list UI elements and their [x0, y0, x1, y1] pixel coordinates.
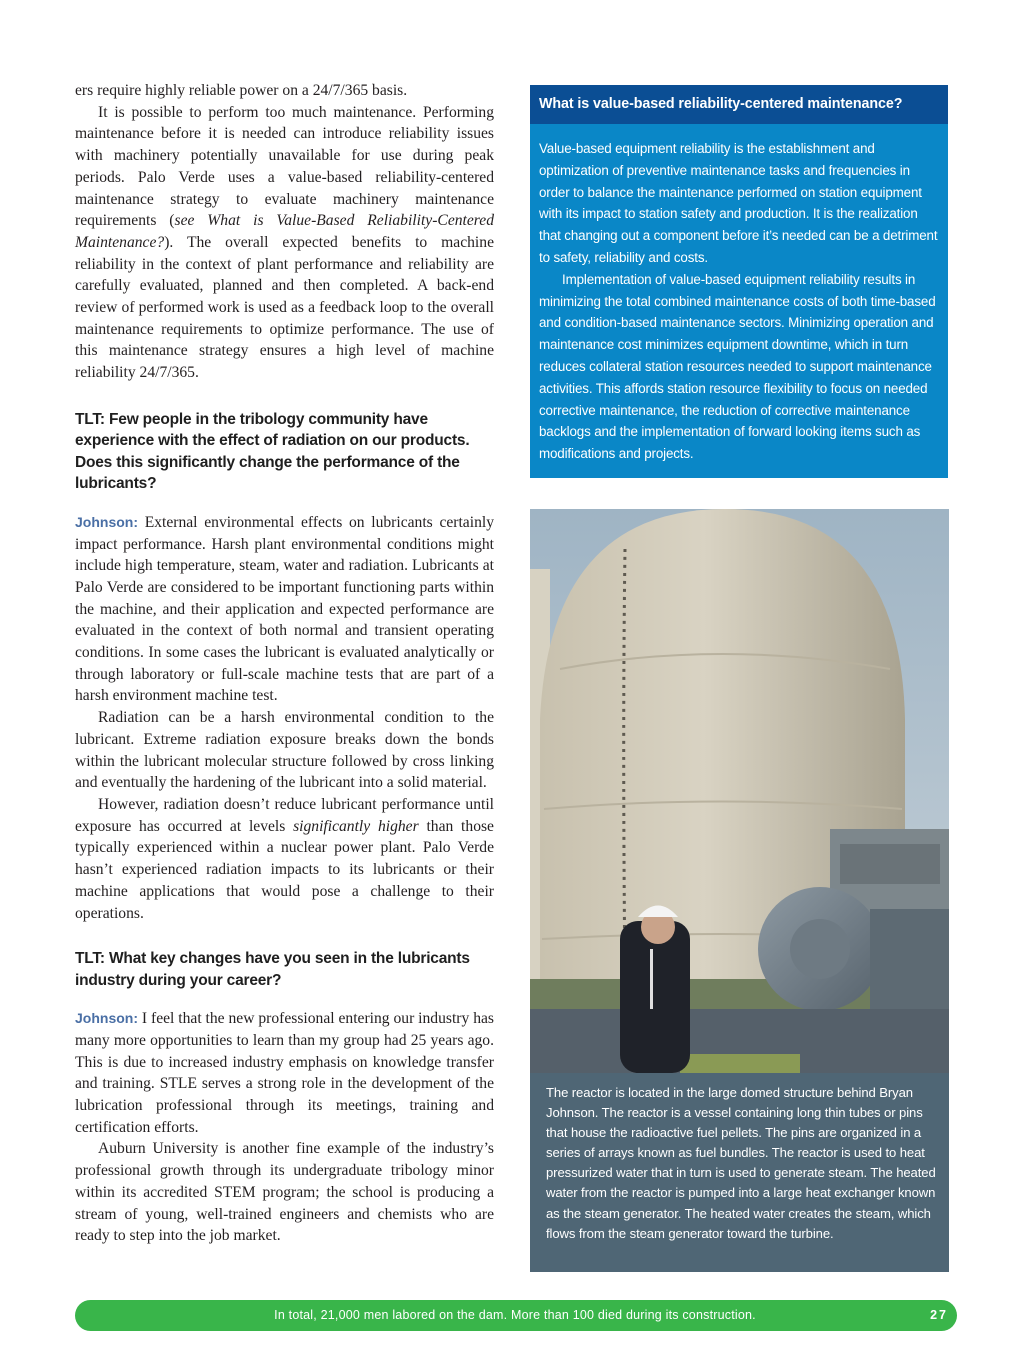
interview-question: TLT: Few people in the tribology community have experience with the effect of radiation on our products. Does this significantly change the performance of the lubricants? — [75, 410, 470, 493]
speaker-label: Johnson: — [75, 513, 138, 530]
article-paragraph: ers require highly reliable power on a 24/7/365 basis. — [75, 82, 408, 99]
sidebar-title: What is value-based reliability-centered maintenance? — [530, 85, 948, 124]
page-number: 27 — [930, 1308, 948, 1322]
text-span: External environmental effects on lubricants certainly impact performance. Harsh plant environmental conditions might include high temperature, steam, water and radiation. Lubricants at Palo Verde are considered to be important functioning parts within the machine, and their application and expected performance are evaluated in the context of both normal and transient operating conditions. In some cases the lubricant is evaluated analytically or through laboratory or full-scale machine tests that are part of a harsh environment machine test. — [75, 513, 494, 705]
text-span: It is possible to perform too much maintenance. Performing maintenance before it is needed can introduce reliability issues with machinery potentially unavailable for use during peak periods. Palo Verde uses a value-based reliability-centered maintenance strategy to evaluate machinery maintenance requirements ( — [75, 103, 494, 230]
article-column — [75, 80, 494, 1247]
sidebar-body — [530, 124, 948, 465]
article-paragraph — [75, 512, 494, 707]
text-span: ). The overall expected benefits to machine reliability in the context of plant performance and reliability are carefully evaluated, planned and then completed. A back-end review of performed work is used as a feedback loop to the overall maintenance requirements to optimize performance. The use of this maintenance strategy ensures a high level of machine reliability 24/7/365. — [75, 233, 494, 382]
sidebar-paragraph: Value-based equipment reliability is the establishment and optimization of preventive maintenance tasks and frequencies in order to balance the maintenance performed on station equipment with its impact to station safety and production. It is the realization that changing out a component before it’s needed can be a detriment to safety, reliability and costs. — [539, 141, 938, 265]
reactor-photo — [530, 509, 949, 1073]
footer-bar — [75, 1300, 957, 1331]
text-span: However, radiation doesn’t reduce lubricant performance until exposure has occurred at levels — [75, 795, 494, 835]
article-paragraph: Radiation can be a harsh environmental condition to the lubricant. Extreme radiation exposure breaks down the bonds within the lubricant molecular structure followed by cross linking and eventually the hardening of the lubricant into a solid material. — [75, 709, 494, 792]
sidebar-box — [530, 85, 948, 478]
article-paragraph — [75, 1008, 494, 1138]
text-span: than those typically experienced within a nuclear power plant. Palo Verde hasn’t experienced radiation impacts to its lubricants or their machine applications that would pose a challenge to their operations. — [75, 817, 494, 922]
sidebar-paragraph: Implementation of value-based equipment reliability results in minimizing the total combined maintenance costs of both time-based and condition-based maintenance sectors. Minimizing operation and maintenance cost minimizes equipment downtime, which in turn reduces collateral station resources needed to support maintenance activities. This affords station resource flexibility to focus on needed corrective maintenance, the reduction of corrective maintenance backlogs and the implementation of forward looking items such as modifications and projects. — [539, 271, 936, 462]
interview-question: TLT: What key changes have you seen in the lubricants industry during your career? — [75, 950, 470, 989]
cross-reference: see What is Value-Based Reliability-Centered Maintenance? — [75, 212, 494, 251]
article-paragraph — [75, 794, 494, 924]
speaker-label: Johnson: — [75, 1010, 138, 1027]
photo-caption: The reactor is located in the large domed structure behind Bryan Johnson. The reactor is a vessel containing long thin tubes or pins that house the radioactive fuel pellets. The pins are organized in a series of arrays known as fuel bundles. The reactor is used to heat pressurized water that in turn is used to generate steam. The heated water from the reactor is pumped into a large heat exchanger known as the steam generator. The heated water creates the steam, which flows from the steam generator toward the turbine. — [530, 1073, 949, 1272]
text-span: I feel that the new professional entering our industry has many more opportunities to learn than my group had 25 years ago. This is due to increased industry emphasis on knowledge transfer and training. STLE serves a strong role in the development of the lubrication professional through its meetings, training and certification efforts. — [75, 1010, 494, 1136]
emphasis: significantly higher — [293, 817, 419, 835]
footer-fact: In total, 21,000 men labored on the dam. More than 100 died during its construction. — [274, 1308, 756, 1322]
article-paragraph — [75, 102, 494, 384]
article-paragraph: Auburn University is another fine example of the industry’s professional growth through its undergraduate tribology minor within its accredited STEM program; the school is producing a stream of young, well-trained engineers and chemists who are ready to step into the job market. — [75, 1140, 494, 1245]
